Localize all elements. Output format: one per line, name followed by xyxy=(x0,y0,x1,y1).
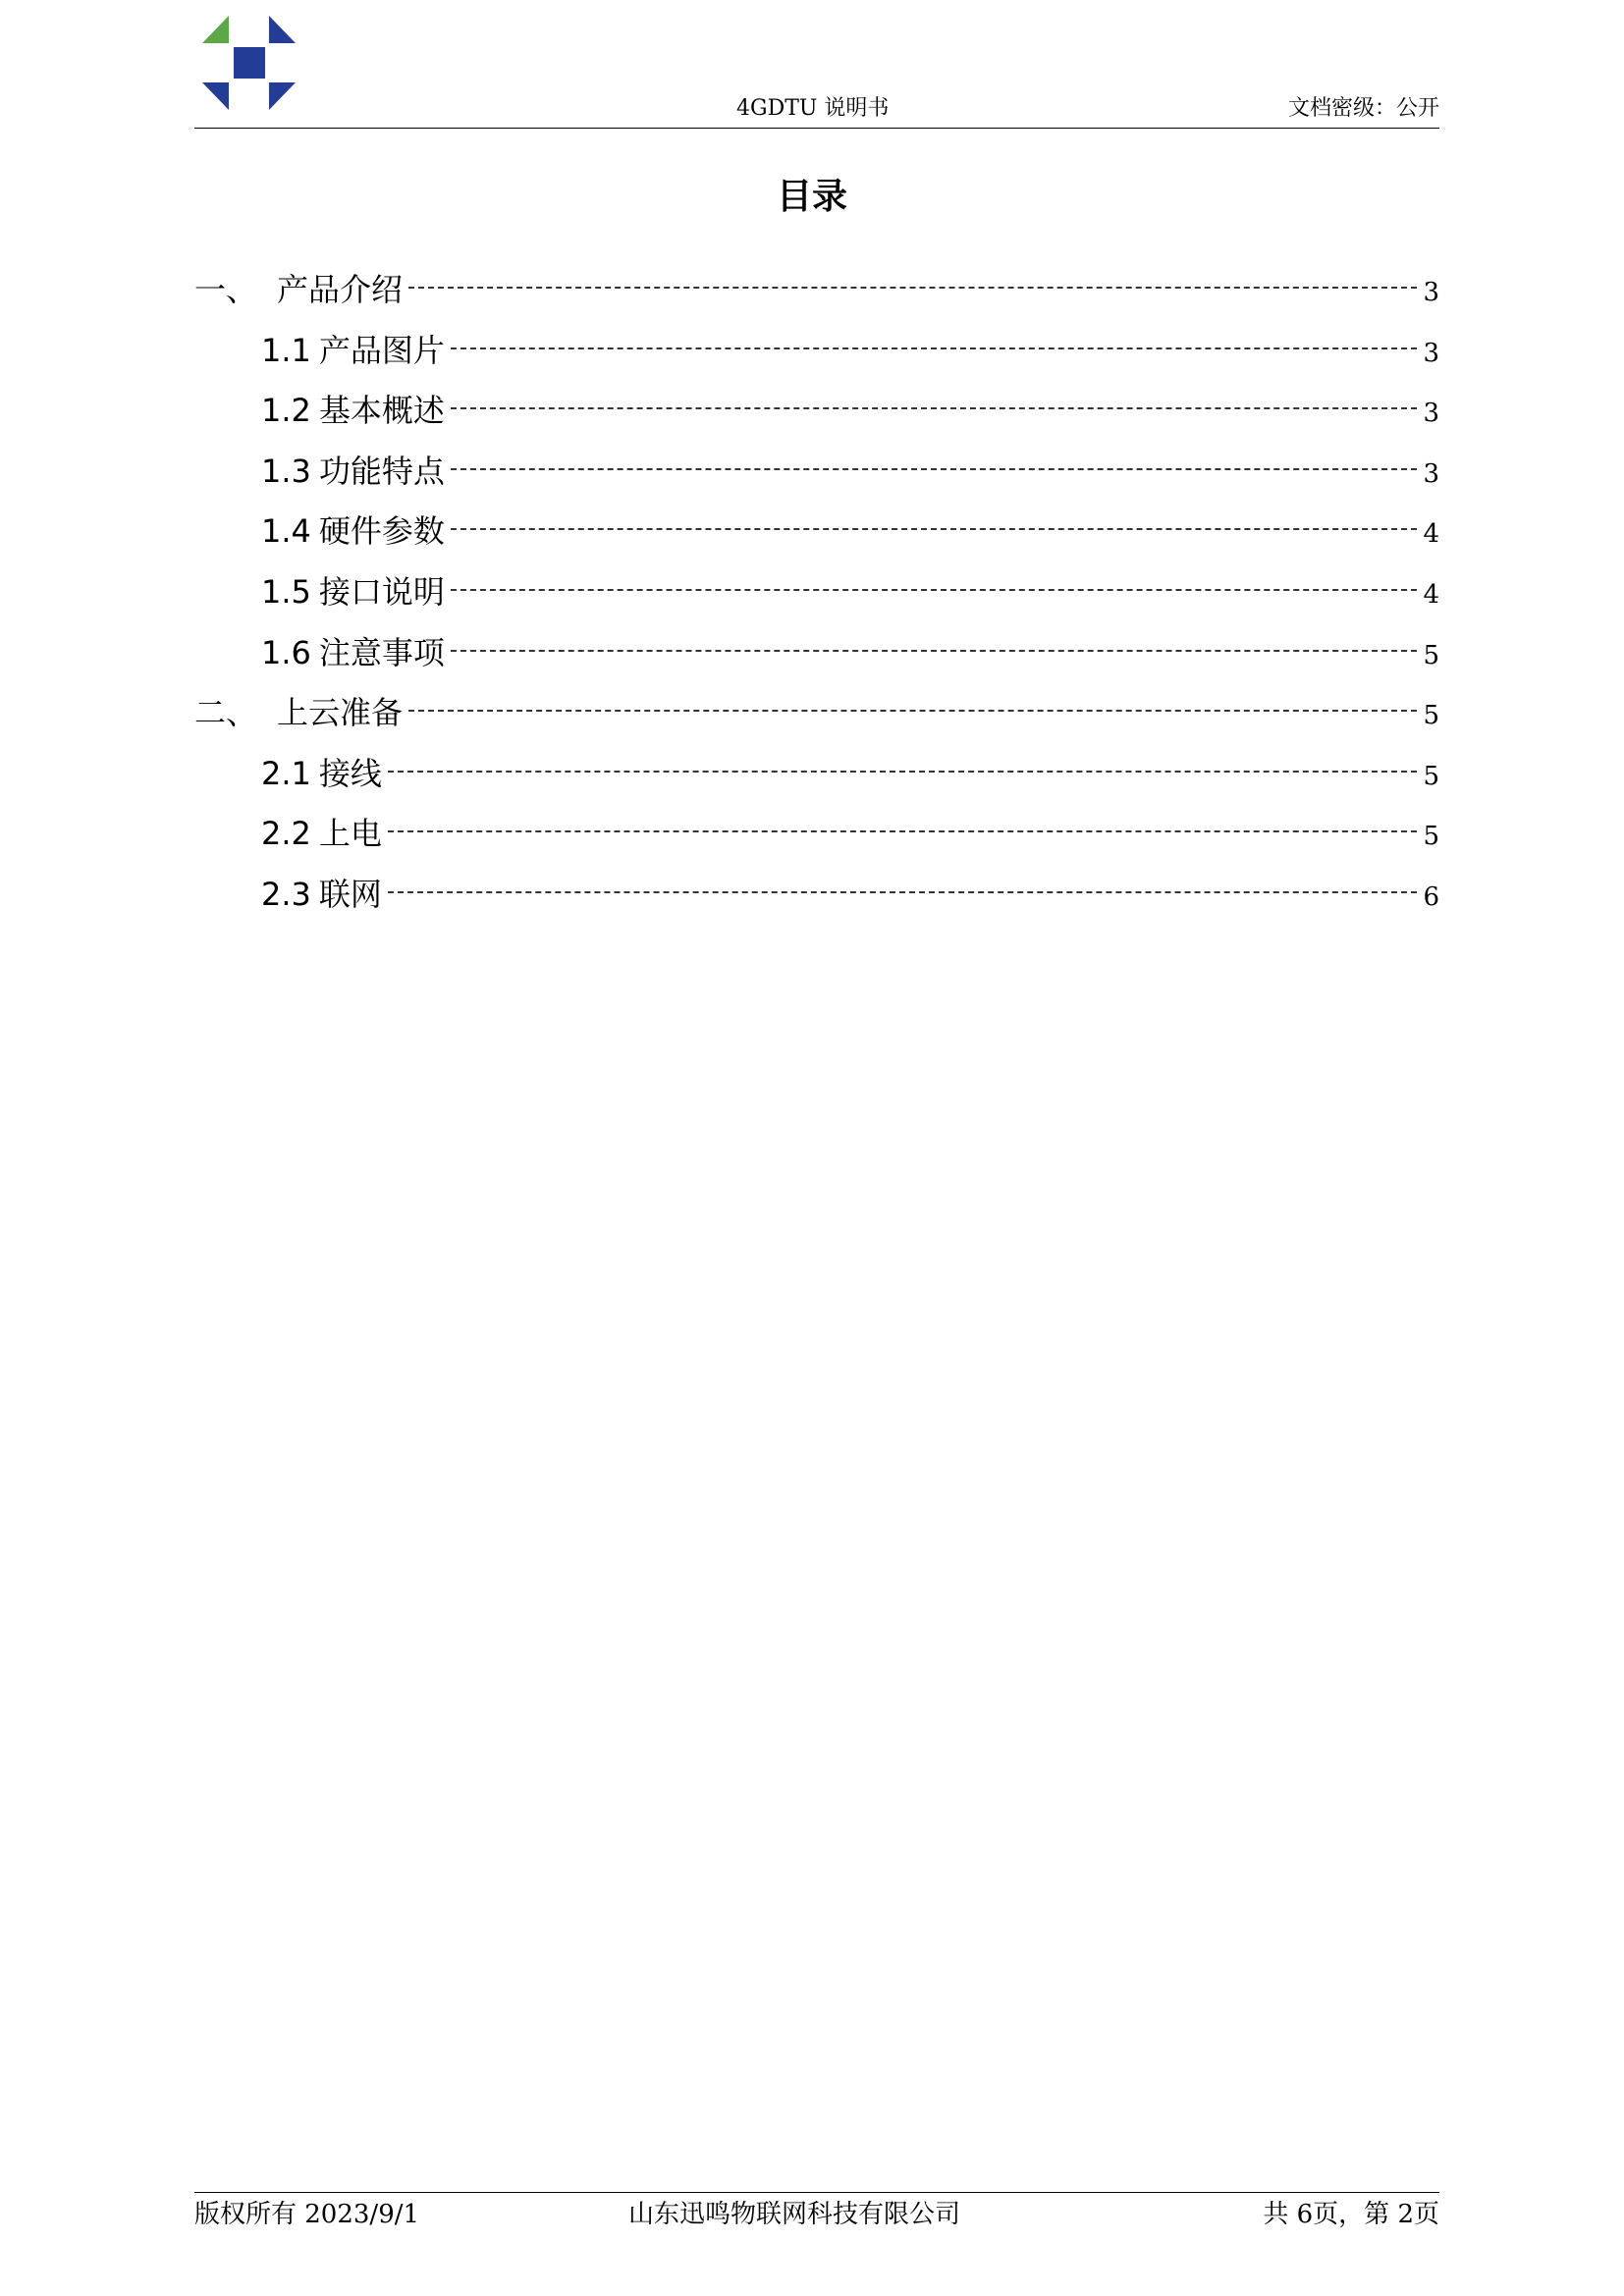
toc-leader-dashes xyxy=(451,528,1418,530)
toc-entry[interactable] xyxy=(194,870,1439,931)
toc-entry-label: 接口说明 xyxy=(318,572,445,611)
logo-blue-triangle-bottom-left xyxy=(202,82,229,110)
toc-entry[interactable] xyxy=(194,567,1439,628)
toc-entry-page: 5 xyxy=(1423,640,1439,670)
toc-entry-number: 1.5 xyxy=(261,572,311,611)
header-security-level: 文档密级：公开 xyxy=(1287,96,1439,121)
toc-entry[interactable] xyxy=(194,507,1439,567)
toc-leader-dashes xyxy=(408,287,1417,289)
toc-entry[interactable] xyxy=(194,447,1439,507)
footer-company: 山东迅鸣物联网科技有限公司 xyxy=(628,2200,961,2229)
toc-entry-number: 1.4 xyxy=(261,512,311,551)
toc-entry-page: 3 xyxy=(1423,278,1439,307)
toc-entry-label: 接线 xyxy=(318,754,382,792)
toc-entry-label: 产品介绍 xyxy=(277,271,404,308)
toc-leader-dashes xyxy=(451,468,1418,470)
logo-blue-triangle-top-right xyxy=(269,16,296,43)
header-doc-title: 4GDTU 说明书 xyxy=(736,96,890,121)
toc-entry-label: 硬件参数 xyxy=(318,512,445,551)
toc-entry-label: 产品图片 xyxy=(318,331,445,369)
toc-entry-page: 5 xyxy=(1423,701,1439,731)
footer-page-info: 共 6页，第 2页 xyxy=(1263,2200,1439,2229)
toc-leader-dashes xyxy=(388,771,1418,773)
toc-leader-dashes xyxy=(451,650,1418,652)
toc-entry-page: 4 xyxy=(1423,579,1439,610)
table-of-contents xyxy=(194,265,1439,931)
toc-entry-page: 3 xyxy=(1423,399,1439,429)
toc-leader-dashes xyxy=(451,407,1418,409)
toc-entry-number: 二、 xyxy=(194,694,258,732)
toc-entry-number: 1.2 xyxy=(261,392,311,430)
toc-entry-number: 2.2 xyxy=(261,815,311,853)
toc-leader-dashes xyxy=(451,589,1418,591)
toc-entry-number: 2.1 xyxy=(261,754,311,792)
toc-leader-dashes xyxy=(408,710,1417,712)
toc-entry[interactable] xyxy=(194,326,1439,387)
toc-leader-dashes xyxy=(388,891,1418,893)
company-logo xyxy=(200,14,302,114)
toc-leader-dashes xyxy=(388,830,1418,832)
toc-entry[interactable] xyxy=(194,688,1439,749)
toc-entry-number: 1.1 xyxy=(261,331,311,369)
toc-entry[interactable] xyxy=(194,809,1439,870)
toc-entry-page: 4 xyxy=(1423,519,1439,550)
toc-entry[interactable] xyxy=(194,386,1439,447)
toc-entry-page: 3 xyxy=(1423,458,1439,489)
logo-green-triangle xyxy=(202,16,229,43)
logo-blue-triangle-bottom-right xyxy=(269,82,296,110)
toc-entry-label: 联网 xyxy=(318,875,382,913)
footer-divider xyxy=(194,2192,1439,2193)
toc-entry-number: 2.3 xyxy=(261,875,311,913)
toc-entry[interactable] xyxy=(194,628,1439,689)
header-divider xyxy=(194,128,1439,129)
toc-entry-number: 1.3 xyxy=(261,452,311,490)
toc-entry-number: 一、 xyxy=(194,271,258,308)
toc-entry-label: 注意事项 xyxy=(318,633,445,671)
toc-entry-label: 上电 xyxy=(318,815,382,853)
toc-leader-dashes xyxy=(451,347,1418,349)
toc-entry[interactable] xyxy=(194,749,1439,810)
toc-entry-page: 3 xyxy=(1423,338,1439,368)
toc-entry-label: 上云准备 xyxy=(277,694,404,732)
toc-entry-number: 1.6 xyxy=(261,633,311,671)
toc-title: 目录 xyxy=(776,177,847,217)
toc-entry-page: 6 xyxy=(1423,881,1439,912)
toc-entry-page: 5 xyxy=(1423,761,1439,791)
toc-entry-label: 基本概述 xyxy=(318,392,445,430)
logo-blue-square xyxy=(234,47,265,79)
toc-entry-label: 功能特点 xyxy=(318,452,445,490)
footer-copyright: 版权所有 2023/9/1 xyxy=(194,2200,420,2229)
toc-entry[interactable] xyxy=(194,265,1439,326)
toc-entry-page: 5 xyxy=(1423,822,1439,852)
